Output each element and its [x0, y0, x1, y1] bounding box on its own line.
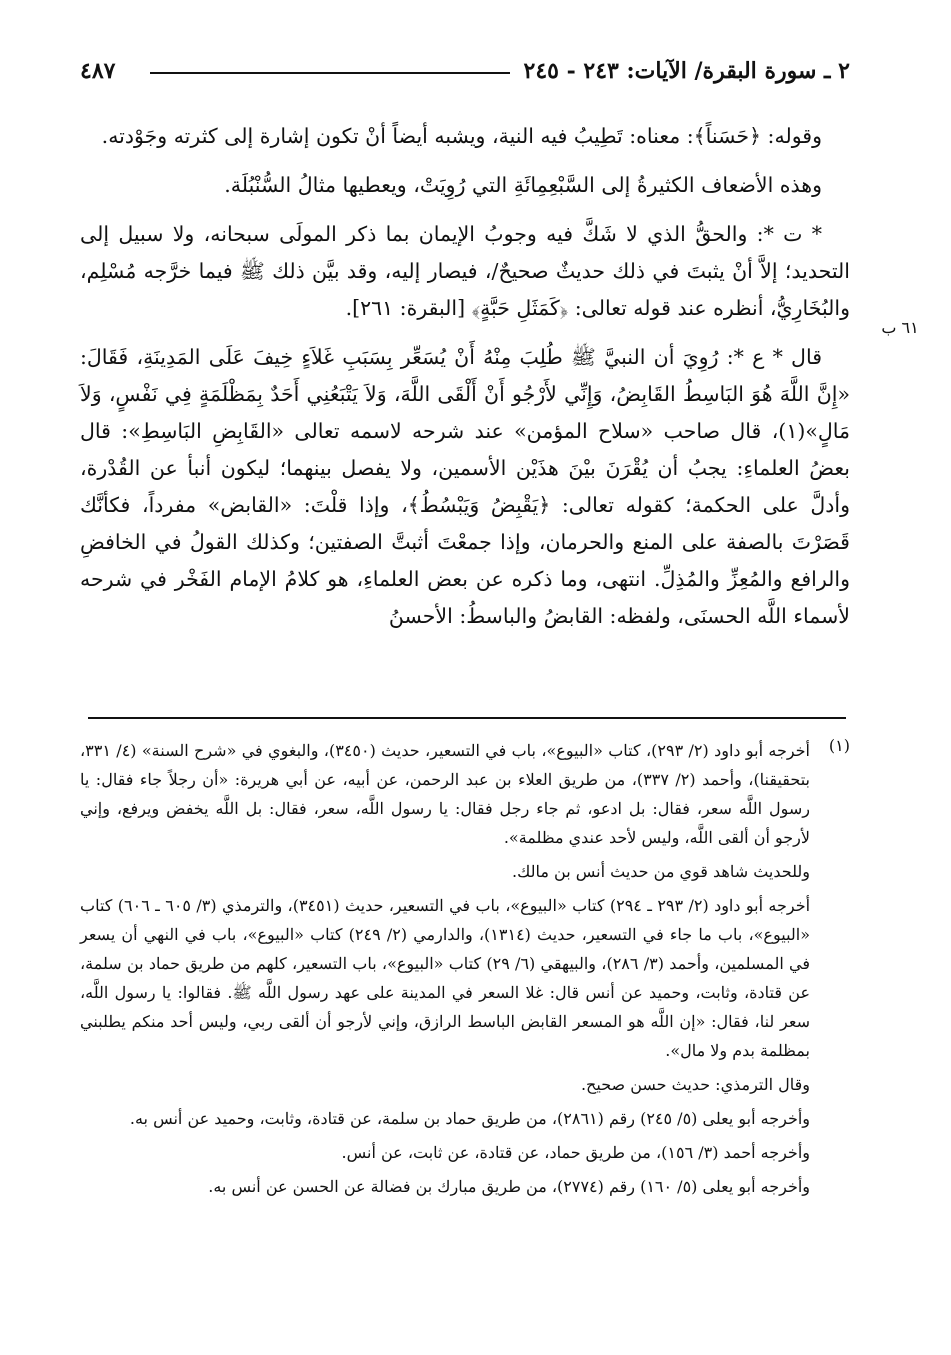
paragraph-hasanan: وقوله: ﴿حَسَناً﴾: معناه: تَطِيبُ فيه النية، ويشبه أيضاً أنْ تكون إشارة إلى كثرته وجَوْدته.: [101, 124, 822, 148]
paragraph-ayn-comment: قال * ع *: رُوِيَ أن النبيَّ ﷺ طُلِبَ مِنْهُ أَنْ يُسَعِّر بِسَبَبِ غَلاَءٍ خِيفَ عَلَى المَدِينَةِ، فَقَالَ: «إِنَّ اللَّهَ هُوَ البَاسِطُ القَابِضُ، وَإِنِّي لأَرْجُو أَنْ أَلْقَى اللَّهَ، وَلاَ يَتْبَعُنِي أَحَدٌ بِمَظْلَمَةٍ فِي نَفْسٍ، وَلاَ مَالٍ»(١)، قال صاحب «سلاح المؤمن» عند شرحه لاسمه تعالى «القَابِضِ البَاسِطِ»: قال بعضُ العلماءِ: يجبُ أن يُقْرَنَ بيْنَ هذَيْن الأسمين، ولا يفصل بينهما؛ ليكون أنبأ عن القُدْرة، وأدلَّ على الحكمة؛ كقوله تعالى: ﴿يَقْبِضُ وَيَبْسُطُ﴾، وإذا قلْتَ: «القابض» مفرداً، فكأنَّك قَصَرْتَ بالصفة على المنع والحرمان، وإذا جمعْتَ أثبتَّ الصفتين؛ وكذلك القولُ في الخافضِ والرافع والمُعِزِّ والمُذِلِّ. انتهى، وما ذكره عن بعض العلماءِ، هو كلامُ الإمام الفَخْر في شرحه لأسماء اللَّه الحسنَى، ولفظه: القابضُ والباسطُ: الأحسنُ: [80, 345, 850, 628]
manuscript-margin-note: ٦١ ب: [881, 318, 919, 337]
paragraph-multiples: وهذه الأضعاف الكثيرةُ إلى السَّبْعِمِائَةِ التي رُوِيَتْ، ويعطيها مثالُ السُّنْبُلَة.: [224, 173, 822, 197]
footnote-entry: وقال الترمذي: حديث حسن صحيح.: [580, 1075, 810, 1094]
header-rule: [150, 72, 510, 74]
page-number: ٤٨٧: [80, 58, 116, 84]
footnote-entry: وأخرجه أبو يعلى (٥/ ١٦٠) رقم (٢٧٧٤)، من طريق مبارك بن فضالة عن الحسن عن أنس به.: [208, 1177, 810, 1196]
footnote-entry: وللحديث شاهد قوي من حديث أنس بن مالك.: [512, 862, 810, 881]
footnote-number: (١): [828, 736, 850, 755]
footnote-entry: أخرجه أبو داود (٢/ ٢٩٣ ـ ٢٩٤) كتاب «البيوع»، باب في التسعير، حديث (٣٤٥١)، والترمذي (٣/ ٦٠٥ ـ ٦٠٦) كتاب «البيوع»، باب ما جاء في التسعير، حديث (١٣١٤)، والدارمي (٢/ ٢٤٩) كتاب «البيوع»، باب في النهي أن يسعر في المسلمين، وأحمد (٣/ ٢٨٦)، والبيهقي (٦/ ٢٩) كتاب «البيوع»، باب التسعير، كلهم من طريق حماد بن سلمة، عن قتادة، وثابت، وحميد عن أنس قال: غلا السعر في المدينة على عهد رسول اللَّه ﷺ. فقالوا: يا رسول اللَّه، سعر لنا، فقال: «إن اللَّه هو المسعر القابض الباسط الرازق، وإني لأرجو أن ألقى ربي، وليس أحد منكم يطلبني بمظلمة بدم ولا مال».: [80, 896, 811, 1060]
footnote-section: [80, 736, 850, 1206]
footnote-entry: وأخرجه أبو يعلى (٥/ ٢٤٥) رقم (٢٨٦١)، من طريق حماد بن سلمة، عن قتادة، وثابت، وحميد عن أنس به.: [129, 1109, 810, 1128]
footnote-entry: وأخرجه أحمد (٣/ ١٥٦)، من طريق حماد، عن قتادة، عن ثابت، عن أنس.: [341, 1143, 810, 1162]
footnote-entry: أخرجه أبو داود (٢/ ٢٩٣)، كتاب «البيوع»، باب في التسعير، حديث (٣٤٥٠)، والبغوي في «شرح السنة» (٤/ ٣٣١، بتحقيقنا)، وأحمد (٢/ ٣٣٧)، من طريق العلاء بن عبد الرحمن، عن أبيه، عن أبي هريرة: «أن رجلاً جاء فقال: يا رسول اللَّه سعر، فقال: بل ادعو، ثم جاء رجل فقال: يا رسول اللَّه، سعر، فقال: بل اللَّه يخفض ويرفع، وإني لأرجو أن ألقى اللَّه، وليس لأحد عندي مظلمة».: [80, 741, 811, 847]
main-text: [80, 118, 850, 647]
running-header: [80, 58, 850, 92]
header-title: ٢ ـ سورة البقرة/ الآيات: ٢٤٣ - ٢٤٥: [523, 58, 850, 84]
footnote-divider: [88, 717, 846, 719]
paragraph-ta-comment: * ت *: والحقُّ الذي لا شَكَّ فيه وجوبُ الإيمان بما ذكر المولَى سبحانه، ولا سبيل إلى التحديد؛ إلاَّ أنْ يثبتَ في ذلك حديثٌ صحيحٌ/، فيصار إليه، وقد بيَّن ذلك ﷺ فيما خرَّجه مُسْلِم، والبُخَارِيُّ، أنظره عند قوله تعالى: ﴿كَمَثَلِ حَبَّةٍ﴾ [البقرة: ٢٦١].: [80, 222, 850, 320]
